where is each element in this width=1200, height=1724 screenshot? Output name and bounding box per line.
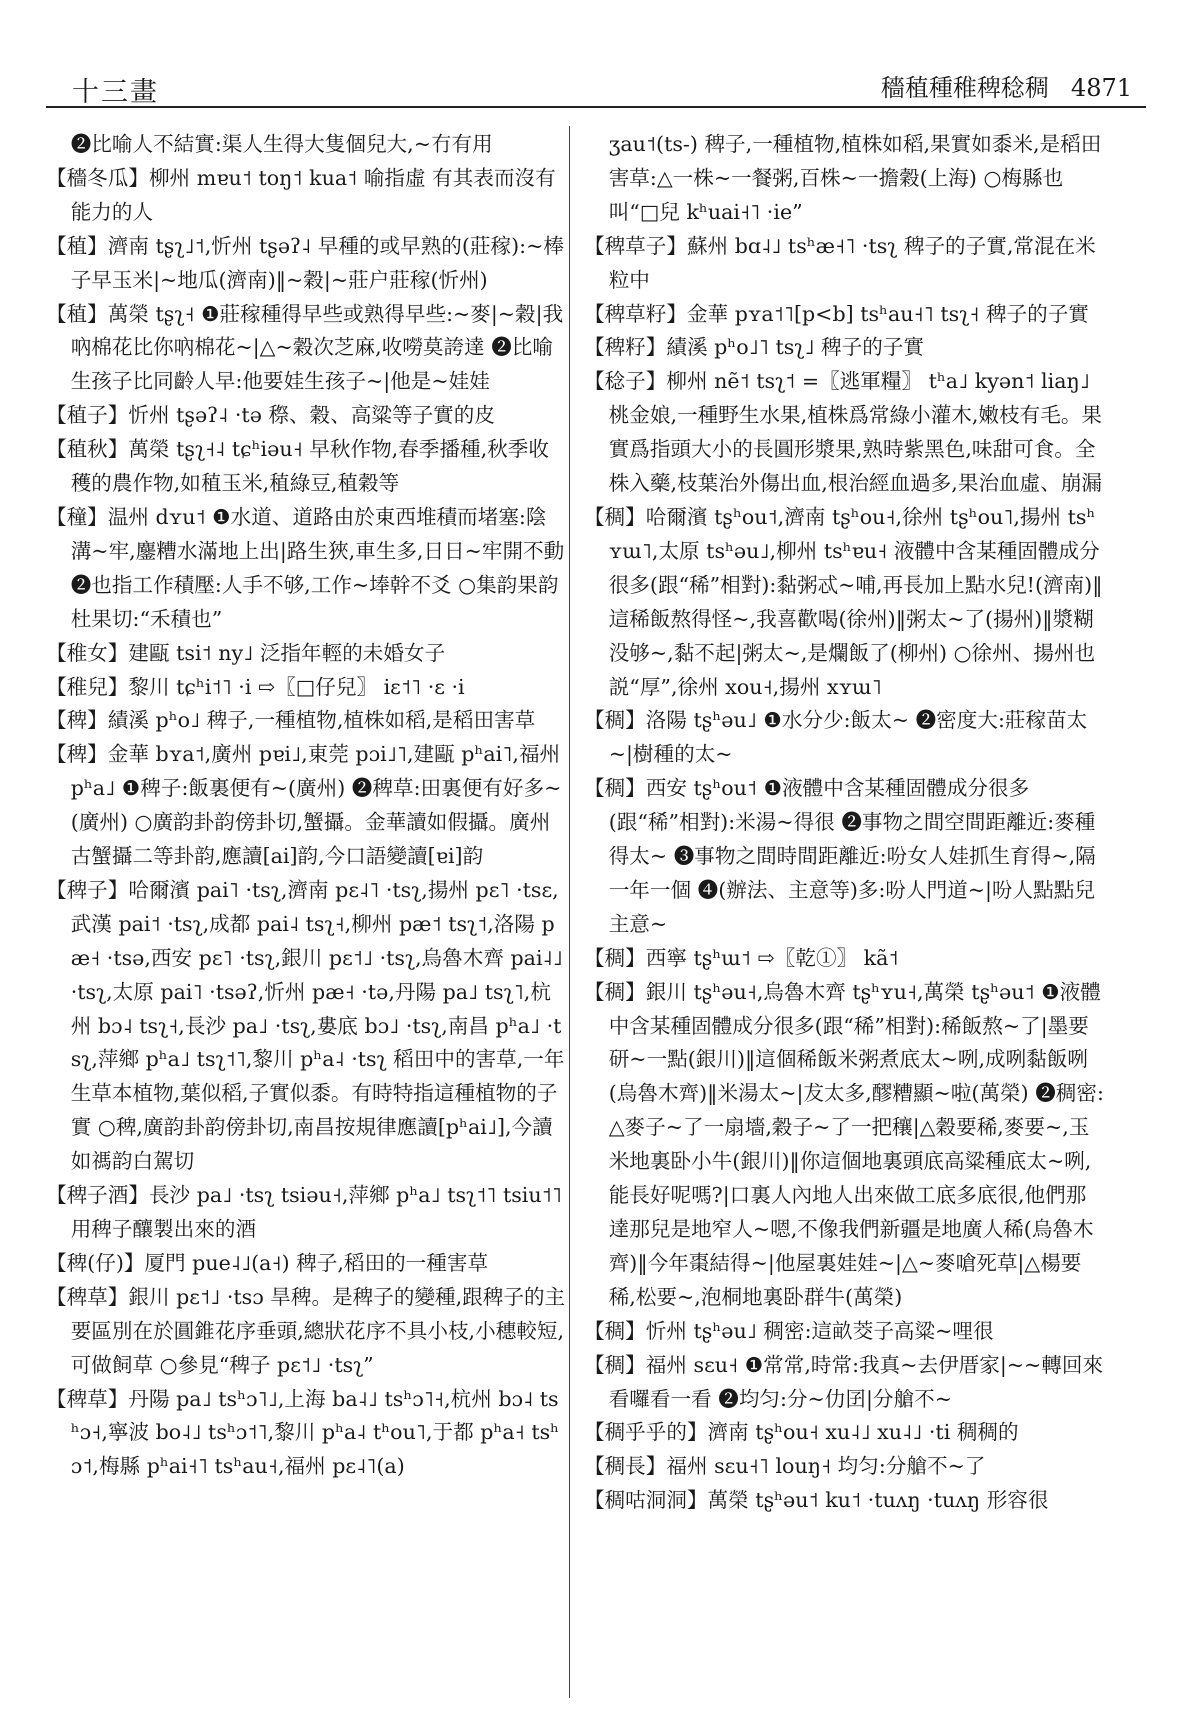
right-column <box>584 128 1104 1518</box>
dictionary-entry: 【稙子】忻州 tʂəʔ˨ ·tə 穄、穀、高粱等子實的皮 <box>46 403 495 428</box>
page-number: 4871 <box>1070 74 1132 102</box>
dictionary-entry: 【稗草子】蘇州 bɑ˨˩ tsʰæ˧˥ ·tsʅ 稗子的子實,常混在米粒中 <box>584 233 1096 292</box>
dictionary-entry: ❷比喻人不結實:渠人生得大隻個兒大,~冇有用 <box>70 132 493 156</box>
dictionary-entry: 【稗草】銀川 pɛ˦˩ ·tsɔ 旱稗。是稗子的變種,跟稗子的主要區別在於圓錐花序垂頭,總狀花序不具小枝,小穗較短,可做飼草 ○參見“稗子 pɛ˦˩ ·tsʅ” <box>46 1284 566 1377</box>
dictionary-entry: 【稚兒】黎川 tɕʰi˦˥ ·i ⇨〖□仔兒〗 iɛ˦˥ ·ɛ ·i <box>46 674 465 699</box>
running-head-chars: 穡稙種稚稗稔稠 <box>880 74 1049 102</box>
dictionary-entry: 【稠】銀川 tʂʰəu˧,烏魯木齊 tʂʰʏu˧,萬榮 tʂʰəu˦ ❶液體中含某種固體成分很多(跟“稀”相對):稀飯熬~了|墨要研~一點(銀川)‖這個稀飯米粥煮底太~咧,成咧黏飯咧(烏魯木齊)‖米湯太~|犮太多,醪糟顯~啦(萬榮) ❷稠密:△麥子~了一扇墻,穀子~了一把穰|△穀要稀,麥要~,玉米地裏卧小牛(銀川)‖你這個地裏頭底高粱種底太~咧,能長好呢嗎?|口裏人內地人出來做工底多底很,他們那達那兒是地窄人~嗯,不像我們新疆是地廣人稀(烏魯木齊)‖今年棗結得~|他屋裏娃娃~|△~麥嗆死草|△楊要稀,松要~,泡桐地裏卧群牛(萬榮) <box>584 979 1104 1309</box>
dictionary-entry: 【稠長】福州 sɛu˧˥ louŋ˧ 均匀:分艙不~了 <box>584 1454 986 1479</box>
dictionary-entry: ʒau˦(ts-) 稗子,一種植物,植株如稻,果實如黍米,是稻田害草:△一株~一餐粥,百株~一擔穀(上海) ○梅縣也叫“□兒 kʰuai˧˥ ·ie” <box>608 132 1102 224</box>
dictionary-entry: 【稗子酒】長沙 pa˩ ·tsʅ tsiəu˧,萍鄉 pʰa˩ tsʅ˦˥ tsiu˦˥ 用稗子釀製出來的酒 <box>46 1183 562 1241</box>
dictionary-entry: 【稗】金華 bʏa˦,廣州 pɐi˩,東莞 pɔi˩˥,建甌 pʰai˥,福州 pʰa˩ ❶稗子:飯裏便有~(廣州) ❷稗草:田裏便有好多~(廣州) ○廣韵卦韵傍卦切,蟹攝。金華讀如假攝。廣州古蟹攝二等卦韵,應讀[ai]韵,今口語變讀[ɐi]韵 <box>46 742 562 869</box>
dictionary-entry: 【稠】洛陽 tʂʰəu˩ ❶水分少:飯太~ ❷密度大:莊稼苗太~|樹種的太~ <box>584 708 1088 767</box>
page-header <box>46 60 1146 106</box>
dictionary-entry: 【稙秋】萬榮 tʂʅ˧˨ tɕʰiəu˧ 早秋作物,春季播種,秋季收穫的農作物,如稙玉米,稙綠豆,稙穀等 <box>46 437 549 496</box>
running-head <box>881 68 1132 103</box>
dictionary-entry: 【稔子】柳州 nẽ˦ tsʅ˦ =〖逃軍糧〗 tʰa˩ kyən˦ liaŋ˩ 桃金娘,一種野生水果,植株爲常綠小灌木,嫩枝有毛。果實爲指頭大小的長圓形漿果,熟時紫黑色,味甜可食。全株入藥,枝葉治外傷出血,根治經血過多,果治血虛、崩漏 <box>584 369 1103 496</box>
dictionary-entry: 【稠】哈爾濱 tʂʰou˦,濟南 tʂʰou˧,徐州 tʂʰou˥,揚州 tsʰʏɯ˥,太原 tsʰəu˩,柳州 tsʰɐu˧ 液體中含某種固體成分很多(跟“稀”相對):黏粥忒~哺,再長加上點水兒!(濟南)‖這稀飯熬得怪~,我喜歡喝(徐州)‖粥太~了(揚州)‖漿糊没够~,黏不起|粥太~,是爛飯了(柳州) ○徐州、揚州也説“厚”,徐州 xou˧,揚州 xʏɯ˥ <box>584 504 1103 699</box>
dictionary-entry: 【稗】績溪 pʰo˩ 稗子,一種植物,植株如稻,是稻田害草 <box>46 708 536 733</box>
dictionary-entry: 【稙】萬榮 tʂʅ˧ ❶莊稼種得早些或熟得早些:~麥|~穀|我吶棉花比你吶棉花~|△~穀次芝麻,收嘮莫誇達 ❷比喻生孩子比同齡人早:他要娃生孩子~|他是~娃娃 <box>46 301 564 394</box>
dictionary-entry: 【穜】温州 dʏu˦ ❶水道、道路由於東西堆積而堵塞:陰溝~牢,鏖糟水滿地上出|路生狹,車生多,日日~牢開不動 ❷也指工作積壓:人手不够,工作~埲幹不爻 ○集韵果韵杜果切:“禾積也” <box>46 504 565 631</box>
dictionary-entry: 【稙】濟南 tʂʅ˩˦,忻州 tʂəʔ˨ 早種的或早熟的(莊稼):~棒子早玉米|~地瓜(濟南)‖~穀|~莊户莊稼(忻州) <box>46 233 564 292</box>
dictionary-entry: 【稗草籽】金華 pʏa˦˥[p<b] tsʰau˧˥ tsʅ˧ 稗子的子實 <box>584 301 1089 326</box>
dictionary-entry: 【稗草】丹陽 pa˩ tsʰɔ˥˩,上海 ba˨˩ tsʰɔ˥˧,杭州 bɔ˨ tsʰɔ˧,寧波 bo˨˩ tsʰɔ˦˥,黎川 pʰa˨ tʰou˥,于都 pʰa˧ tsʰɔ˦,梅縣 pʰai˧˥ tsʰau˧,福州 pɛ˨˥(a) <box>46 1386 560 1479</box>
dictionary-entry: 【稗子】哈爾濱 pai˥ ·tsʅ,濟南 pɛ˨˥ ·tsʅ,揚州 pɛ˥ ·tsɛ,武漢 pai˦ ·tsʅ,成都 pai˨ tsʅ˧,柳州 pæ˦ tsʅ˦,洛陽 pæ˧ ·tsə,西安 pɛ˥ ·tsʅ,銀川 pɛ˦˩ ·tsʅ,烏魯木齊 pai˨˩ ·tsʅ,太原 pai˥ ·tsəʔ,忻州 pæ˧ ·tə,丹陽 pa˩ tsʅ˥,杭州 bɔ˨ tsʅ˧,長沙 pa˩ ·tsʅ,婁底 bɔ˩ ·tsʅ,南昌 pʰa˩ ·tsʅ,萍鄉 pʰa˩ tsʅ˦˥,黎川 pʰa˨ ·tsʅ 稻田中的害草,一年生草本植物,葉似稻,子實似黍。有時特指這種植物的子實 ○稗,廣韵卦韵傍卦切,南昌按規律應讀[pʰai˩],今讀如禡韵白駕切 <box>46 877 565 1174</box>
dictionary-entry: 【稠】西寧 tʂʰɯ˦ ⇨〖乾①〗 kã˦ <box>584 945 899 970</box>
dictionary-entry: 【稗籽】績溪 pʰo˩˥ tsʅ˩ 稗子的子實 <box>584 335 924 360</box>
dictionary-entry: 【稠】忻州 tʂʰəu˩ 稠密:這畝茭子高粱~哩很 <box>584 1318 994 1343</box>
dictionary-entry: 【穡冬瓜】柳州 mɐu˦ toŋ˦ kua˦ 喻指虛 有其表而沒有能力的人 <box>46 165 556 224</box>
dictionary-entry: 【稠】西安 tʂʰou˦ ❶液體中含某種固體成分很多(跟“稀”相對):米湯~得很 ❷事物之間空間距離近:麥種得太~ ❸事物之間時間距離近:吩女人娃抓生育得~,隔一年一個 ❹(辦法、主意等)多:吩人門道~|吩人點點兒主意~ <box>584 776 1096 936</box>
dictionary-entry: 【稗(仔)】厦門 pue˨˩(a˧) 稗子,稻田的一種害草 <box>46 1250 489 1275</box>
column-divider <box>569 126 570 1698</box>
header-rule <box>46 106 1146 108</box>
dictionary-entry: 【稠乎乎的】濟南 tʂʰou˧ xu˨˩ xu˨˩ ·ti 稠稠的 <box>584 1420 1019 1445</box>
section-label: 十三畫 <box>72 77 159 108</box>
dictionary-entry: 【稠】福州 sɛu˧ ❶常常,時常:我真~去伊厝家|~~轉回來看囉看一看 ❷均匀:分~仂囝|分艙不~ <box>584 1352 1104 1411</box>
dictionary-entry: 【稚女】建甌 tsi˦ ny˩ 泛指年輕的未婚女子 <box>46 640 446 665</box>
dictionary-entry: 【稠咕洞洞】萬榮 tʂʰəu˦ ku˦ ·tuʌŋ ·tuʌŋ 形容很 <box>584 1488 1049 1513</box>
left-column <box>46 128 566 1484</box>
